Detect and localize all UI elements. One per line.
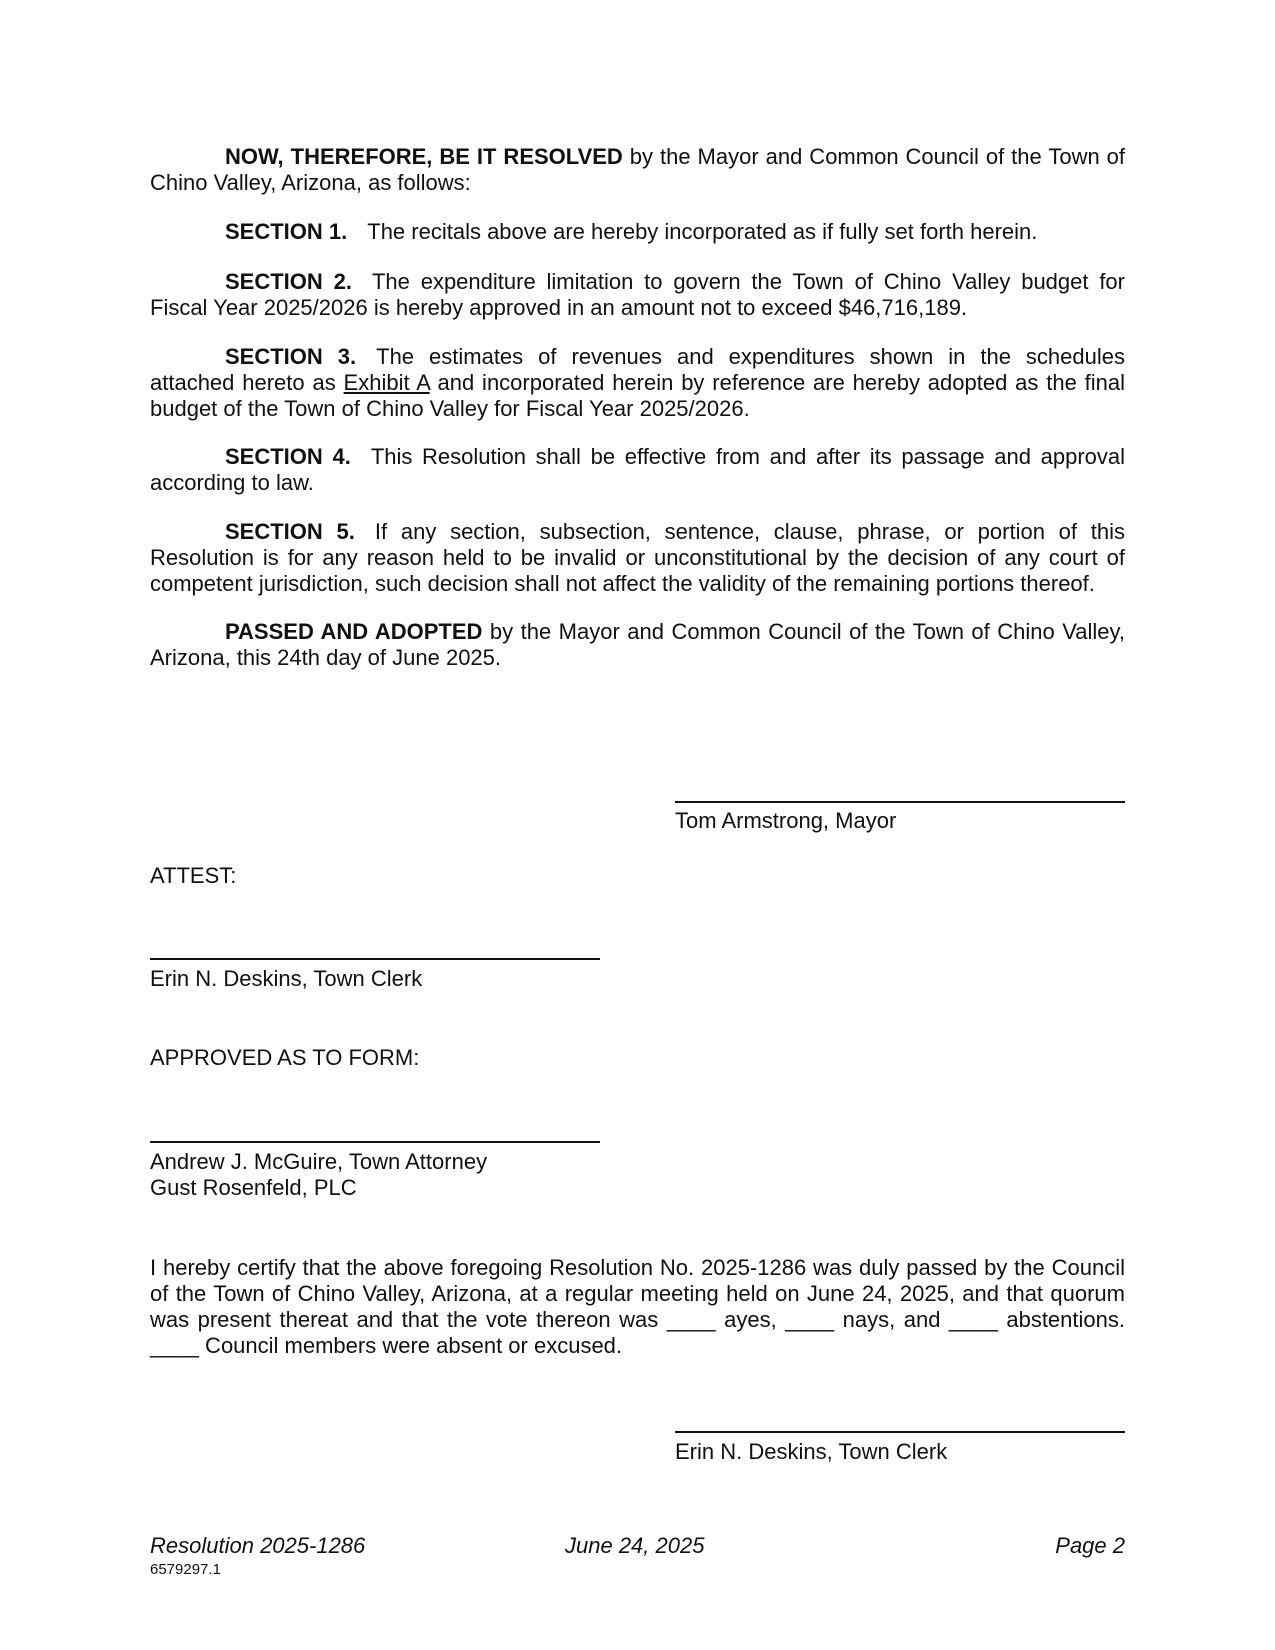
footer-date: June 24, 2025 [565, 1533, 705, 1558]
section-2 [150, 269, 1125, 321]
section-3-text-before: The estimates of revenues and expenditures shown in the schedules attached hereto as [150, 344, 1125, 395]
resolved-text: by the Mayor and Common Council of the Town of Chino Valley, Arizona, as follows: [150, 144, 1126, 195]
attorney-signature-line [150, 1141, 600, 1143]
passed-lead: PASSED AND ADOPTED [225, 619, 483, 644]
attorney-firm: Gust Rosenfeld, PLC [150, 1175, 357, 1200]
section-1-label: SECTION 1. [225, 219, 348, 244]
attest-label: ATTEST: [150, 863, 237, 888]
footer-page-number: Page 2 [1055, 1533, 1125, 1558]
resolved-lead: NOW, THEREFORE, BE IT RESOLVED [225, 144, 623, 169]
section-3 [150, 344, 1125, 422]
mayor-signature-line [675, 801, 1125, 803]
section-2-text: The expenditure limitation to govern the Town of Chino Valley budget for Fiscal Year 2025/2026 is hereby approved in an amount not to exceed $46,716,189. [150, 269, 1125, 320]
attorney-name: Andrew J. McGuire, Town Attorney [150, 1149, 488, 1174]
passed-paragraph [150, 619, 1125, 671]
section-1-text: The recitals above are hereby incorporated as if fully set forth herein. [367, 219, 1038, 244]
document-number: 6579297.1 [150, 1561, 221, 1578]
exhibit-a-reference: Exhibit A [343, 370, 430, 395]
section-4-label: SECTION 4. [225, 444, 351, 469]
section-5-text: If any section, subsection, sentence, clause, phrase, or portion of this Resolution is for any reason held to be invalid or unconstitutional by the decision of any court of competent jurisdiction, such decision shall not affect the validity of the remaining portions thereof. [150, 519, 1126, 596]
section-3-label: SECTION 3. [225, 344, 357, 369]
certification-paragraph: I hereby certify that the above foregoing Resolution No. 2025-1286 was duly passed by the Council of the Town of Chino Valley, Arizona, at a regular meeting held on June 24, 2025, and that quorum was present thereat and that the vote thereon was ____ ayes, ____ nays, and ____ abstentions. ____ Council members were absent or excused. [150, 1255, 1125, 1358]
approved-as-to-form-label: APPROVED AS TO FORM: [150, 1045, 420, 1070]
clerk-name: Erin N. Deskins, Town Clerk [150, 966, 423, 991]
certify-signature-line [675, 1431, 1125, 1433]
certify-clerk-name: Erin N. Deskins, Town Clerk [675, 1439, 948, 1464]
section-5-label: SECTION 5. [225, 519, 355, 544]
section-4-text: This Resolution shall be effective from and after its passage and approval according to law. [150, 444, 1125, 495]
section-2-label: SECTION 2. [225, 269, 352, 294]
clerk-signature-line [150, 958, 600, 960]
section-3-text-after: and incorporated herein by reference are hereby adopted as the final budget of the Town of Chino Valley for Fiscal Year 2025/2026. [150, 370, 1126, 421]
section-4 [150, 444, 1125, 496]
section-1 [150, 219, 1125, 245]
resolved-paragraph [150, 144, 1125, 196]
section-5 [150, 519, 1125, 597]
mayor-name: Tom Armstrong, Mayor [675, 808, 897, 833]
passed-text: by the Mayor and Common Council of the Town of Chino Valley, Arizona, this 24th day of June 2025. [150, 619, 1125, 670]
footer-resolution-number: Resolution 2025-1286 [150, 1533, 366, 1558]
